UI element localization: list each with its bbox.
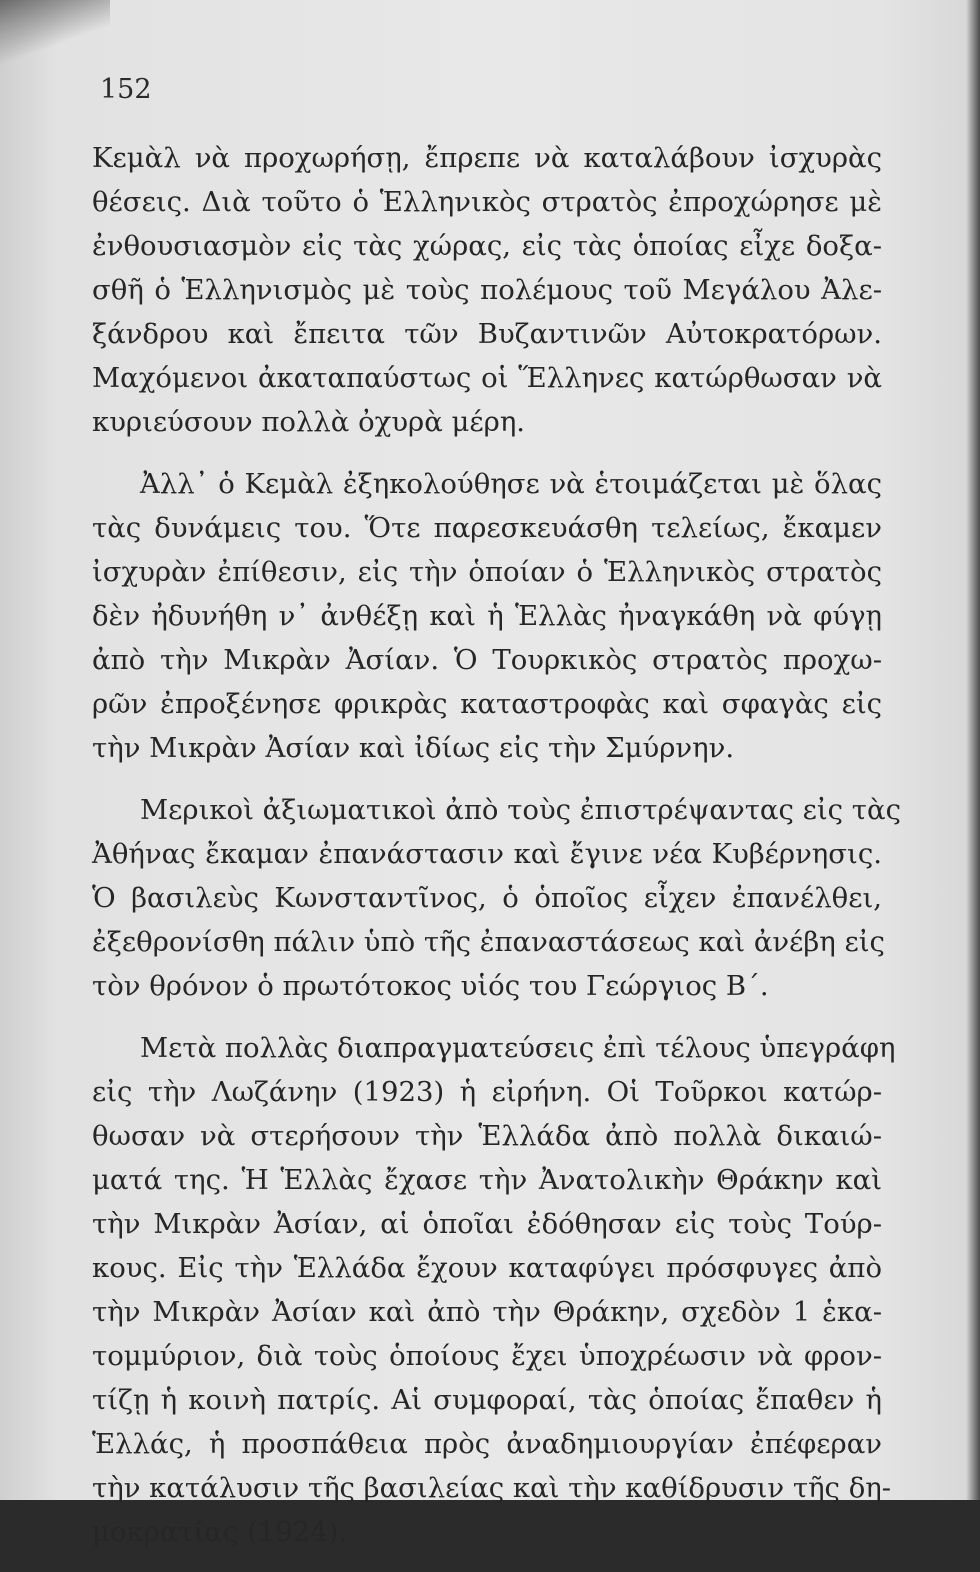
- text-line: Μαχόμενοι ἀκαταπαύστως οἱ Ἕλληνες κατώρθωσαν νὰ: [92, 362, 882, 394]
- text-line: Ἀθήνας ἔκαμαν ἐπανάστασιν καὶ ἔγινε νέα Κυβέρνησις.: [92, 838, 882, 870]
- text-line: ἐνθουσιασμὸν εἰς τὰς χώρας, εἰς τὰς ὁποίας εἶχε δοξα-: [92, 230, 882, 262]
- text-line: θωσαν νὰ στερήσουν τὴν Ἑλλάδα ἀπὸ πολλὰ δικαιώ-: [92, 1120, 882, 1152]
- page-corner-shadow: [0, 0, 110, 70]
- paragraph-1: [92, 136, 882, 444]
- text-line: Μετὰ πολλὰς διαπραγματεύσεις ἐπὶ τέλους ὑπεγράφη: [140, 1032, 896, 1064]
- text-line: τὴν Μικρὰν Ἀσίαν καὶ ἀπὸ τὴν Θράκην, σχεδὸν 1 ἑκα-: [92, 1296, 882, 1328]
- text-line: ἰσχυρὰν ἐπίθεσιν, εἰς τὴν ὁποίαν ὁ Ἑλληνικὸς στρατὸς: [92, 556, 882, 588]
- paragraph-4: [92, 1026, 896, 1554]
- text-line: ξάνδρου καὶ ἔπειτα τῶν Βυζαντινῶν Αὐτοκρατόρων.: [92, 318, 882, 350]
- text-line: τὴν Μικρὰν Ἀσίαν καὶ ἰδίως εἰς τὴν Σμύρνην.: [92, 732, 735, 764]
- paragraph-3: [92, 788, 901, 1008]
- text-line: θέσεις. Διὰ τοῦτο ὁ Ἑλληνικὸς στρατὸς ἐπροχώρησε μὲ: [92, 186, 882, 218]
- text-line: κους. Εἰς τὴν Ἑλλάδα ἔχουν καταφύγει πρόσφυγες ἀπὸ: [92, 1252, 882, 1284]
- text-line: τίζῃ ἡ κοινὴ πατρίς. Αἱ συμφοραί, τὰς ὁποίας ἔπαθεν ἡ: [92, 1384, 882, 1416]
- body-text: [92, 136, 901, 1572]
- text-line: ματά της. Ἡ Ἑλλὰς ἔχασε τὴν Ἀνατολικὴν Θράκην καὶ: [92, 1164, 882, 1196]
- page-right-edge: [966, 0, 980, 1500]
- text-line: τὴν Μικρὰν Ἀσίαν, αἱ ὁποῖαι ἐδόθησαν εἰς τοὺς Τούρ-: [92, 1208, 882, 1240]
- text-line: Ὁ βασιλεὺς Κωνσταντῖνος, ὁ ὁποῖος εἶχεν ἐπανέλθει,: [92, 882, 882, 914]
- text-line: μοκρατίας (1924).: [92, 1516, 348, 1548]
- text-line: τὸν θρόνον ὁ πρωτότοκος υἱός του Γεώργιος Β΄.: [92, 970, 769, 1002]
- text-line: ἀπὸ τὴν Μικρὰν Ἀσίαν. Ὁ Τουρκικὸς στρατὸς προχω-: [92, 644, 882, 676]
- text-line: Μερικοὶ ἀξιωματικοὶ ἀπὸ τοὺς ἐπιστρέψαντας εἰς τὰς: [140, 794, 901, 826]
- text-line: σθῆ ὁ Ἑλληνισμὸς μὲ τοὺς πολέμους τοῦ Μεγάλου Ἀλε-: [92, 274, 882, 306]
- text-line: τομμύριον, διὰ τοὺς ὁποίους ἔχει ὑποχρέωσιν νὰ φρον-: [92, 1340, 882, 1372]
- text-line: Ἀλλ᾽ ὁ Κεμὰλ ἐξηκολούθησε νὰ ἑτοιμάζεται μὲ ὅλας: [140, 468, 882, 500]
- text-line: κυριεύσουν πολλὰ ὀχυρὰ μέρη.: [92, 406, 526, 438]
- text-line: εἰς τὴν Λωζάνην (1923) ἡ εἰρήνη. Οἱ Τοῦρκοι κατώρ-: [92, 1076, 882, 1108]
- text-line: τὰς δυνάμεις του. Ὅτε παρεσκευάσθη τελείως, ἔκαμεν: [92, 512, 882, 544]
- text-line: δὲν ἠδυνήθη ν᾽ ἀνθέξῃ καὶ ἡ Ἑλλὰς ἠναγκάθη νὰ φύγῃ: [92, 600, 882, 632]
- text-line: ἐξεθρονίσθη πάλιν ὑπὸ τῆς ἐπαναστάσεως καὶ ἀνέβη εἰς: [92, 926, 885, 958]
- paragraph-2: [92, 462, 882, 770]
- text-line: τὴν κατάλυσιν τῆς βασιλείας καὶ τὴν καθίδρυσιν τῆς δη-: [92, 1472, 892, 1504]
- text-line: ρῶν ἐπροξένησε φρικρὰς καταστροφὰς καὶ σφαγὰς εἰς: [92, 688, 882, 720]
- page-number: 152: [100, 74, 152, 105]
- text-line: Κεμὰλ νὰ προχωρήσῃ, ἔπρεπε νὰ καταλάβουν ἰσχυρὰς: [92, 142, 882, 174]
- text-line: Ἑλλάς, ἡ προσπάθεια πρὸς ἀναδημιουργίαν ἐπέφεραν: [92, 1428, 882, 1460]
